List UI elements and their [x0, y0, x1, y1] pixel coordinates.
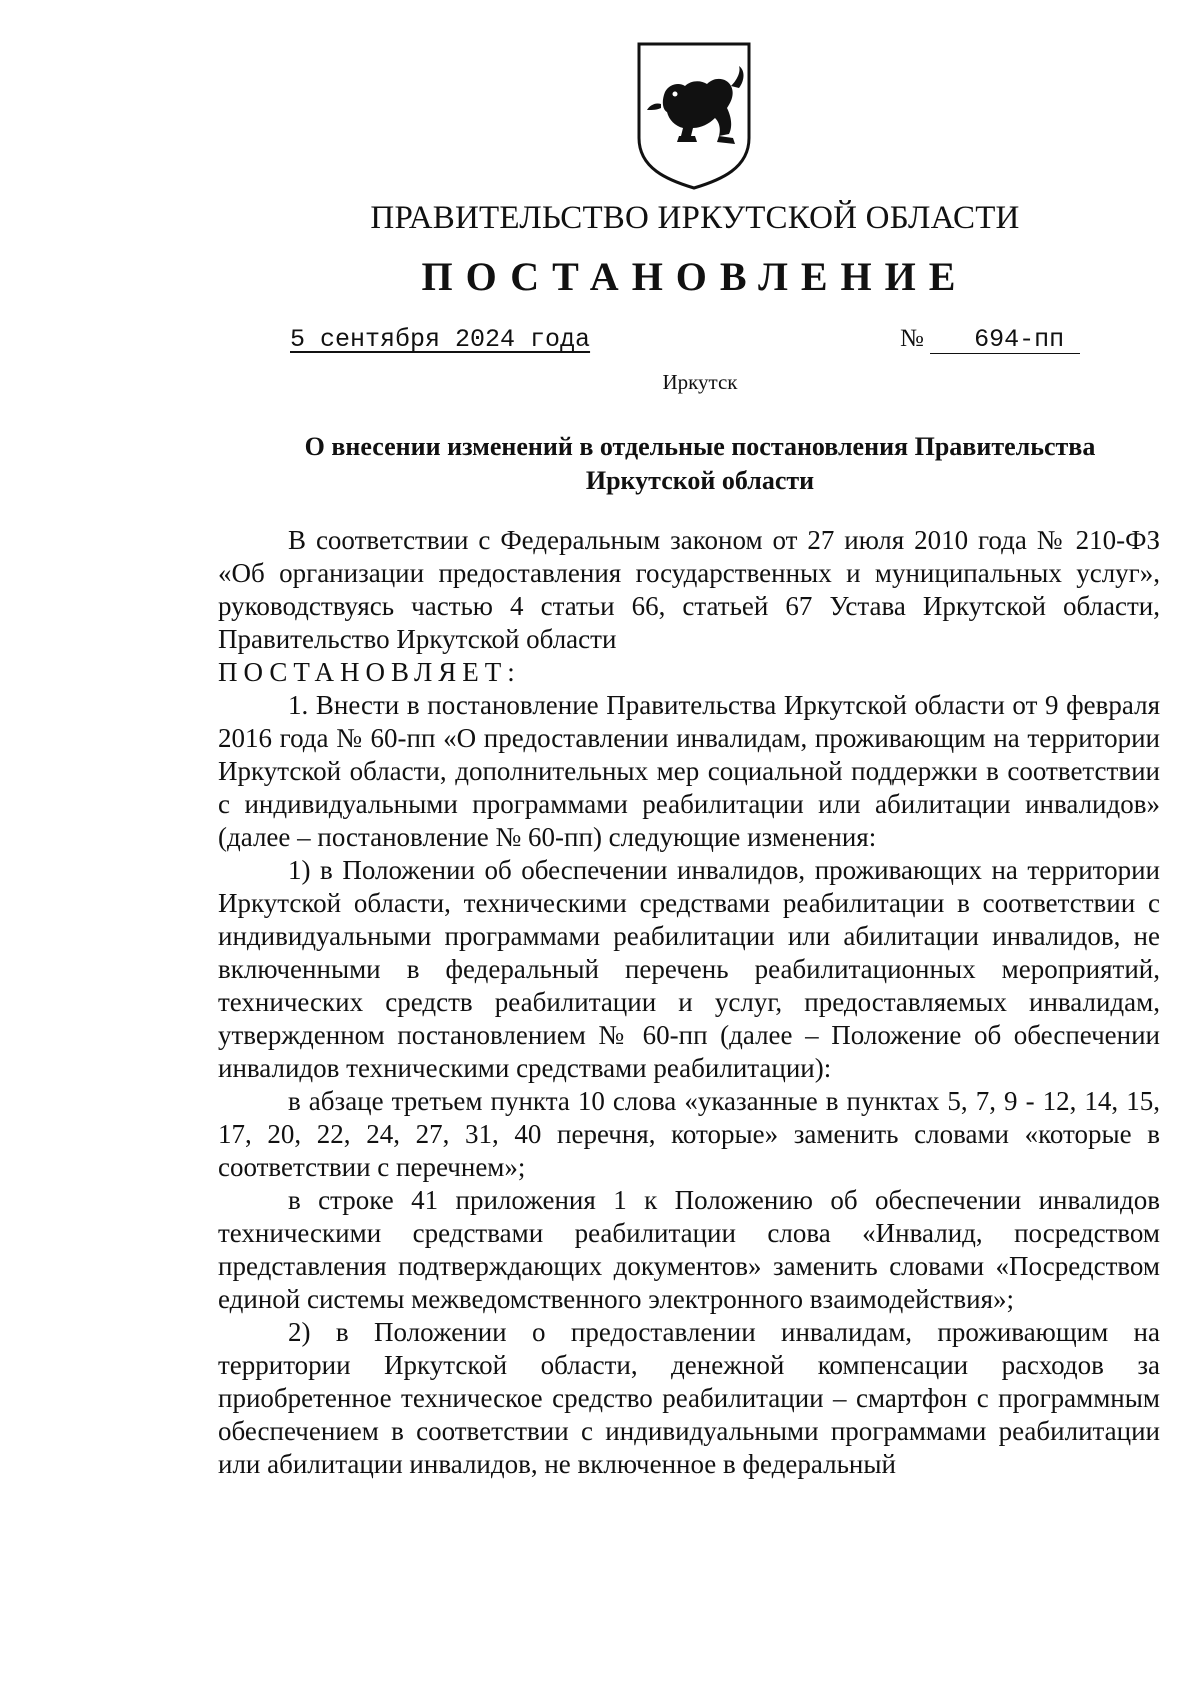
subitem-2-paragraph: 2) в Положении о предоставлении инвалидам, проживающим на территории Иркутской области, денежной компенсации расходов за приобретенное техническое средство реабилитации – смартфон с программным обеспечением в соответствии с индивидуальными программами реабилитации или абилитации инвалидов, не включенное в федеральный	[218, 1317, 1160, 1479]
subitem-1a-paragraph: в абзаце третьем пункта 10 слова «указанные в пунктах 5, 7, 9 - 12, 14, 15, 17, 20, 22, 24, 27, 31, 40 перечня, которые» заменить словами «которые в соответствии с перечнем»;	[218, 1086, 1160, 1182]
subitem-1b-paragraph: в строке 41 приложения 1 к Положению об обеспечении инвалидов техническими средствами реабилитации слова «Инвалид, посредством представления подтверждающих документов» заменить словами «Посредством единой системы межведомственного электронного взаимодействия»;	[218, 1185, 1160, 1314]
preamble-paragraph: В соответствии с Федеральным законом от 27 июля 2010 года № 210-ФЗ «Об организации предоставления государственных и муниципальных услуг», руководствуясь частью 4 статьи 66, статьей 67 Устава Иркутской области, Правительство Иркутской области	[218, 525, 1160, 654]
document-heading	[240, 430, 1160, 498]
subitem-1-paragraph: 1) в Положении об обеспечении инвалидов, проживающих на территории Иркутской области, техническими средствами реабилитации в соответствии с индивидуальными программами реабилитации или абилитации инвалидов, не включенными в федеральный перечень реабилитационных мероприятий, технических средств реабилитации и услуг, предоставляемых инвалидам, утвержденном постановлением № 60-пп (далее – Положение об обеспечении инвалидов техническими средствами реабилитации):	[218, 855, 1160, 1083]
heading-line-1: О внесении изменений в отдельные постановления Правительства	[304, 432, 1096, 461]
city-name: Иркутск	[662, 370, 738, 394]
coat-of-arms-icon	[635, 40, 753, 190]
document-number	[900, 325, 1080, 354]
document-type: ПОСТАНОВЛЕНИЕ	[421, 254, 969, 299]
date-value: 5 сентября 2024 года	[290, 325, 591, 354]
resolves-word: ПОСТАНОВЛЯЕТ:	[218, 657, 521, 687]
heading-line-2: Иркутской области	[585, 466, 815, 495]
government-title: ПРАВИТЕЛЬСТВО ИРКУТСКОЙ ОБЛАСТИ	[370, 200, 1020, 236]
item-1-paragraph: 1. Внести в постановление Правительства Иркутской области от 9 февраля 2016 года № 60-пп «О предоставлении инвалидам, проживающим на территории Иркутской области, дополнительных мер социальной поддержки в соответствии с индивидуальными программами реабилитации или абилитации инвалидов» (далее – постановление № 60-пп) следующие изменения:	[218, 690, 1160, 852]
document-body	[218, 524, 1160, 1481]
number-label: №	[900, 325, 924, 352]
number-value: 694-пп	[930, 327, 1080, 354]
document-date	[290, 325, 590, 354]
